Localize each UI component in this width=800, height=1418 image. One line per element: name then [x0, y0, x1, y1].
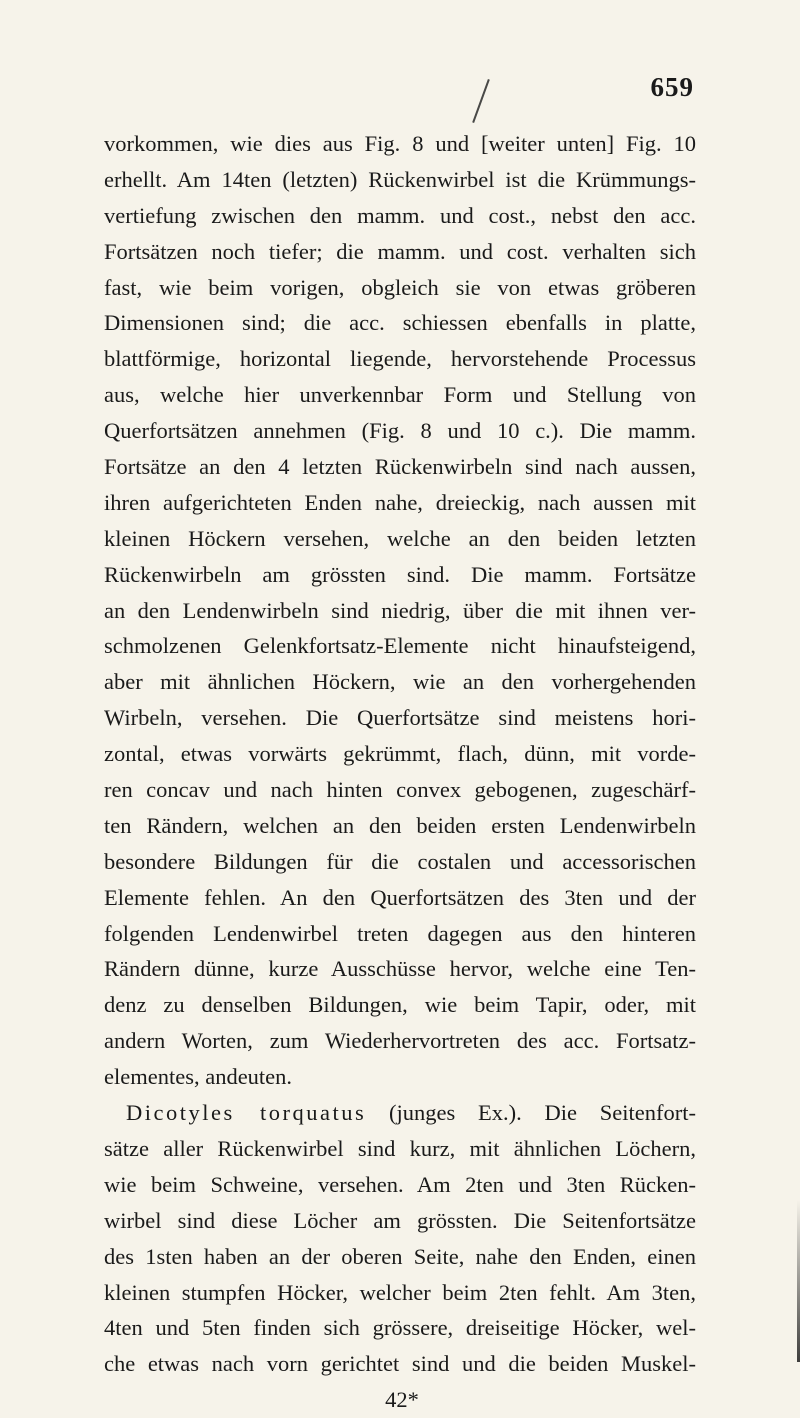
text-line: (junges Ex.). Die Seitenfort-: [389, 1100, 696, 1126]
text-line: wie beim Schweine, versehen. Am 2ten und 3ten Rücken-: [104, 1171, 696, 1197]
text-line: Dimensionen sind; die acc. schiessen ebenfalls in platte,: [104, 310, 696, 336]
text-line: vertiefung zwischen den mamm. und cost., nebst den acc.: [104, 202, 696, 228]
text-line: Rändern dünne, kurze Ausschüsse hervor, welche eine Ten-: [104, 956, 696, 982]
text-line: kleinen Höckern versehen, welche an den beiden letzten: [104, 525, 696, 551]
text-line: Elemente fehlen. An den Querfortsätzen des 3ten und der: [104, 884, 696, 910]
text-line: blattförmige, horizontal liegende, hervorstehende Processus: [104, 346, 696, 372]
text-line: folgenden Lendenwirbel treten dagegen aus den hinteren: [104, 920, 696, 946]
signature-mark: 42*: [385, 1387, 419, 1413]
text-line: ihren aufgerichteten Enden nahe, dreieckig, nach aussen mit: [104, 489, 696, 515]
paragraph-start: [104, 1095, 696, 1131]
text-line: Wirbeln, versehen. Die Querfortsätze sind meistens hori-: [104, 705, 696, 731]
pencil-mark: [472, 79, 490, 123]
text-line: andern Worten, zum Wiederhervortreten des acc. Fortsatz-: [104, 1028, 696, 1054]
text-line: sätze aller Rückenwirbel sind kurz, mit ähnlichen Löchern,: [104, 1135, 696, 1161]
text-line: kleinen stumpfen Höcker, welcher beim 2ten fehlt. Am 3ten,: [104, 1279, 696, 1305]
text-line: vorkommen, wie dies aus Fig. 8 und [weiter unten] Fig. 10: [104, 131, 696, 156]
text-line: che etwas nach vorn gerichtet sind und die beiden Muskel-: [104, 1351, 696, 1377]
text-line: Fortsätzen noch tiefer; die mamm. und cost. verhalten sich: [104, 238, 696, 264]
text-line: aus, welche hier unverkennbar Form und Stellung von: [104, 382, 696, 408]
text-line: denz zu denselben Bildungen, wie beim Tapir, oder, mit: [104, 992, 696, 1018]
text-line: zontal, etwas vorwärts gekrümmt, flach, dünn, mit vorde-: [104, 741, 696, 767]
text-line: besondere Bildungen für die costalen und accessorischen: [104, 848, 696, 874]
page-number: 659: [650, 72, 694, 102]
text-line: erhellt. Am 14ten (letzten) Rückenwirbel ist die Krümmungs-: [104, 166, 696, 192]
text-line: Querfortsätzen annehmen (Fig. 8 und 10 c.). Die mamm.: [104, 418, 696, 444]
text-line: Rückenwirbeln am grössten sind. Die mamm. Fortsätze: [104, 561, 696, 587]
text-line: ten Rändern, welchen an den beiden ersten Lendenwirbeln: [104, 812, 696, 838]
species-name: Dicotyles torquatus: [126, 1100, 367, 1126]
text-line: aber mit ähnlichen Höckern, wie an den vorhergehenden: [104, 669, 696, 695]
text-line: ren concav und nach hinten convex gebogenen, zugeschärf-: [104, 777, 696, 803]
text-line: 4ten und 5ten finden sich grössere, dreiseitige Höcker, wel-: [104, 1315, 696, 1341]
text-line: wirbel sind diese Löcher am grössten. Die Seitenfortsätze: [104, 1207, 696, 1233]
text-line: fast, wie beim vorigen, obgleich sie von etwas gröberen: [104, 274, 696, 300]
text-line: an den Lendenwirbeln sind niedrig, über die mit ihnen ver-: [104, 597, 696, 623]
body-text: [104, 126, 696, 1418]
text-line: schmolzenen Gelenkfortsatz-Elemente nicht hinaufsteigend,: [104, 633, 696, 659]
text-line: elementes, andeuten.: [104, 1064, 293, 1090]
text-line: Fortsätze an den 4 letzten Rückenwirbeln sind nach aussen,: [104, 454, 696, 480]
text-line: des 1sten haben an der oberen Seite, nahe den Enden, einen: [104, 1243, 696, 1269]
